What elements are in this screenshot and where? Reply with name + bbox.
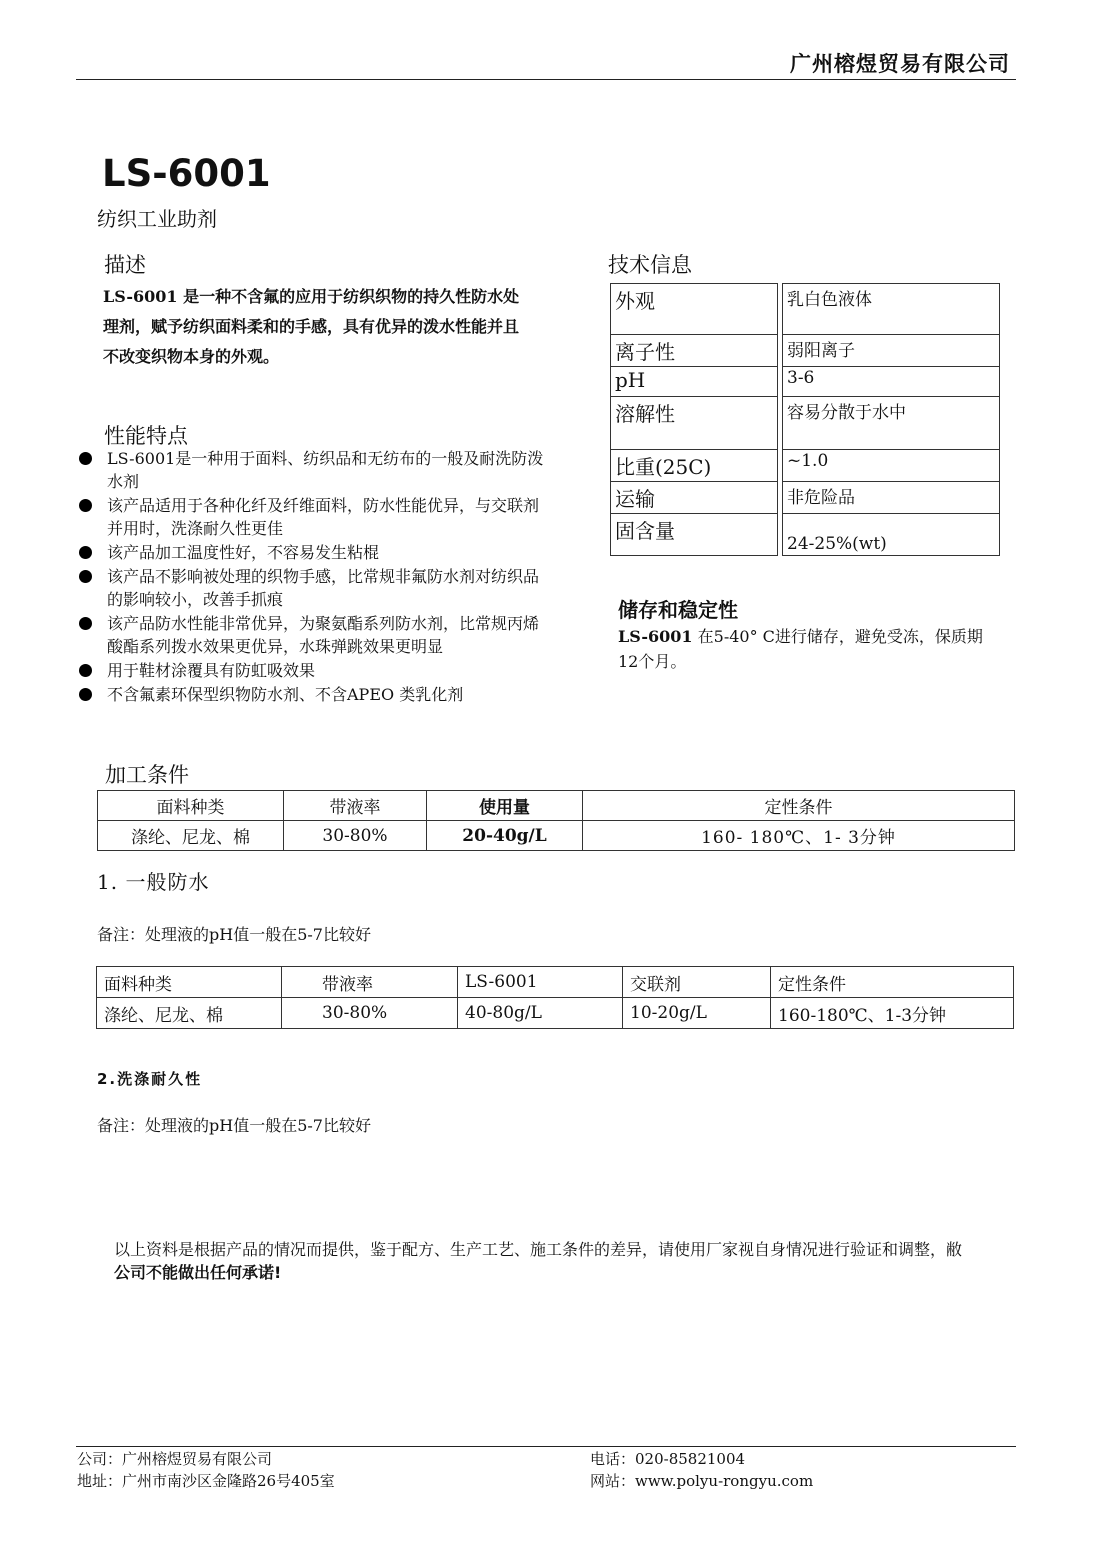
table-cell: 涤纶、尼龙、棉 xyxy=(97,998,282,1029)
recipe-table xyxy=(96,966,1014,1029)
footer-address: 地址：广州市南沙区金隆路26号405室 xyxy=(77,1472,335,1490)
bullet-icon xyxy=(79,452,92,465)
bullet-icon xyxy=(79,664,92,677)
table-row xyxy=(97,998,1014,1029)
product-code: LS-6001 xyxy=(102,152,271,195)
tech-key: 比重(25C) xyxy=(611,450,778,482)
feature-text: 该产品适用于各种化纤及纤维面料，防水性能优异，与交联剂并用时，洗涤耐久性更佳 xyxy=(107,496,540,538)
processing-title: 加工条件 xyxy=(105,763,189,787)
disclaimer-bold-text: 公司不能做出任何承诺! xyxy=(114,1263,282,1282)
bullet-icon xyxy=(79,688,92,701)
table-cell: 20-40g/L xyxy=(427,821,583,851)
tech-value: 容易分散于水中 xyxy=(783,397,1000,450)
description-text: LS-6001 是一种不含氟的应用于纺织织物的持久性防水处理剂，赋予纺织面料柔和的手感，具有优异的泼水性能并且不改变织物本身的外观。 xyxy=(103,287,520,366)
footer-website: 网站：www.polyu-rongyu.com xyxy=(590,1472,814,1490)
tech-value: 非危险品 xyxy=(783,482,1000,514)
case1-title: 1. 一般防水 xyxy=(97,870,210,894)
tech-key: 运输 xyxy=(611,482,778,514)
tech-value: 3-6 xyxy=(783,367,1000,397)
processing-table xyxy=(97,790,1015,851)
table-header-row xyxy=(98,791,1015,821)
tech-key: 离子性 xyxy=(611,335,778,367)
description-title: 描述 xyxy=(104,253,146,277)
features-title: 性能特点 xyxy=(104,424,188,448)
product-category: 纺织工业助剂 xyxy=(97,207,217,231)
table-cell: 30-80% xyxy=(284,821,427,851)
table-row xyxy=(611,514,1000,556)
table-header-cell: 面料种类 xyxy=(98,791,284,821)
feature-text: 该产品不影响被处理的织物手感，比常规非氟防水剂对纺织品的影响较小，改善手抓痕 xyxy=(107,567,540,609)
header-divider xyxy=(76,79,1016,80)
table-row xyxy=(98,821,1015,851)
table-cell: 30-80% xyxy=(282,998,458,1029)
storage-description: 在5-40° C进行储存，避免受冻，保质期12个月。 xyxy=(618,627,983,671)
table-header-cell: 带液率 xyxy=(284,791,427,821)
storage-product: LS-6001 xyxy=(618,627,693,646)
footer-divider xyxy=(76,1446,1016,1447)
tech-value: 乳白色液体 xyxy=(783,284,1000,335)
list-item xyxy=(76,494,546,540)
case2-title: 2.洗涤耐久性 xyxy=(97,1070,203,1088)
feature-text: 不含氟素环保型织物防水剂、不含APEO 类乳化剂 xyxy=(107,685,464,704)
tech-key: pH xyxy=(611,367,778,397)
header-company-name: 广州榕煜贸易有限公司 xyxy=(790,51,1010,76)
tech-info-table xyxy=(610,283,1000,556)
table-row xyxy=(611,482,1000,514)
table-header-cell: 交联剂 xyxy=(623,967,771,998)
feature-text: 该产品防水性能非常优异，为聚氨酯系列防水剂，比常规丙烯酸酯系列拨水效果更优异，水珠弹跳效果更明显 xyxy=(107,614,540,656)
bullet-icon xyxy=(79,570,92,583)
table-header-cell: 定性条件 xyxy=(583,791,1015,821)
tech-info-title: 技术信息 xyxy=(608,253,692,277)
list-item xyxy=(76,565,546,611)
table-header-cell: 带液率 xyxy=(282,967,458,998)
feature-text: 该产品加工温度性好，不容易发生粘棍 xyxy=(107,543,380,562)
footer-left xyxy=(77,1448,335,1492)
list-item xyxy=(76,659,546,682)
storage-title: 储存和稳定性 xyxy=(618,598,738,622)
table-header-cell: LS-6001 xyxy=(458,967,623,998)
tech-value: 24-25%(wt) xyxy=(783,514,1000,556)
bullet-icon xyxy=(79,617,92,630)
table-row xyxy=(611,367,1000,397)
table-header-cell: 使用量 xyxy=(427,791,583,821)
disclaimer-text: 以上资料是根据产品的情况而提供，鉴于配方、生产工艺、施工条件的差异，请使用厂家视自身情况进行验证和调整，敝 xyxy=(114,1240,963,1259)
tech-key: 溶解性 xyxy=(611,397,778,450)
table-cell: 涤纶、尼龙、棉 xyxy=(98,821,284,851)
footer-phone: 电话：020-85821004 xyxy=(590,1450,746,1468)
case1-note: 备注：处理液的pH值一般在5-7比较好 xyxy=(97,925,371,944)
table-row xyxy=(611,450,1000,482)
table-row xyxy=(611,335,1000,367)
footer-company: 公司：广州榕煜贸易有限公司 xyxy=(77,1450,273,1468)
feature-text: LS-6001是一种用于面料、纺织品和无纺布的一般及耐洗防泼水剂 xyxy=(107,449,544,491)
list-item xyxy=(76,541,546,564)
tech-value: ~1.0 xyxy=(783,450,1000,482)
list-item xyxy=(76,683,546,706)
table-header-row xyxy=(97,967,1014,998)
list-item xyxy=(76,612,546,658)
table-cell: 10-20g/L xyxy=(623,998,771,1029)
table-cell: 160-180℃、1-3分钟 xyxy=(771,998,1014,1029)
case2-note: 备注：处理液的pH值一般在5-7比较好 xyxy=(97,1116,371,1135)
bullet-icon xyxy=(79,499,92,512)
bullet-icon xyxy=(79,546,92,559)
tech-value: 弱阳离子 xyxy=(783,335,1000,367)
tech-key: 外观 xyxy=(611,284,778,335)
table-row xyxy=(611,284,1000,335)
tech-key: 固含量 xyxy=(611,514,778,556)
storage-text xyxy=(618,624,1003,674)
table-cell: 160- 180℃、1- 3分钟 xyxy=(583,821,1015,851)
features-list xyxy=(76,447,546,707)
feature-text: 用于鞋材涂覆具有防虹吸效果 xyxy=(107,661,316,680)
table-header-cell: 面料种类 xyxy=(97,967,282,998)
table-header-cell: 定性条件 xyxy=(771,967,1014,998)
table-cell: 40-80g/L xyxy=(458,998,623,1029)
footer-right xyxy=(590,1448,813,1492)
list-item xyxy=(76,447,546,493)
table-row xyxy=(611,397,1000,450)
disclaimer xyxy=(114,1238,1014,1284)
